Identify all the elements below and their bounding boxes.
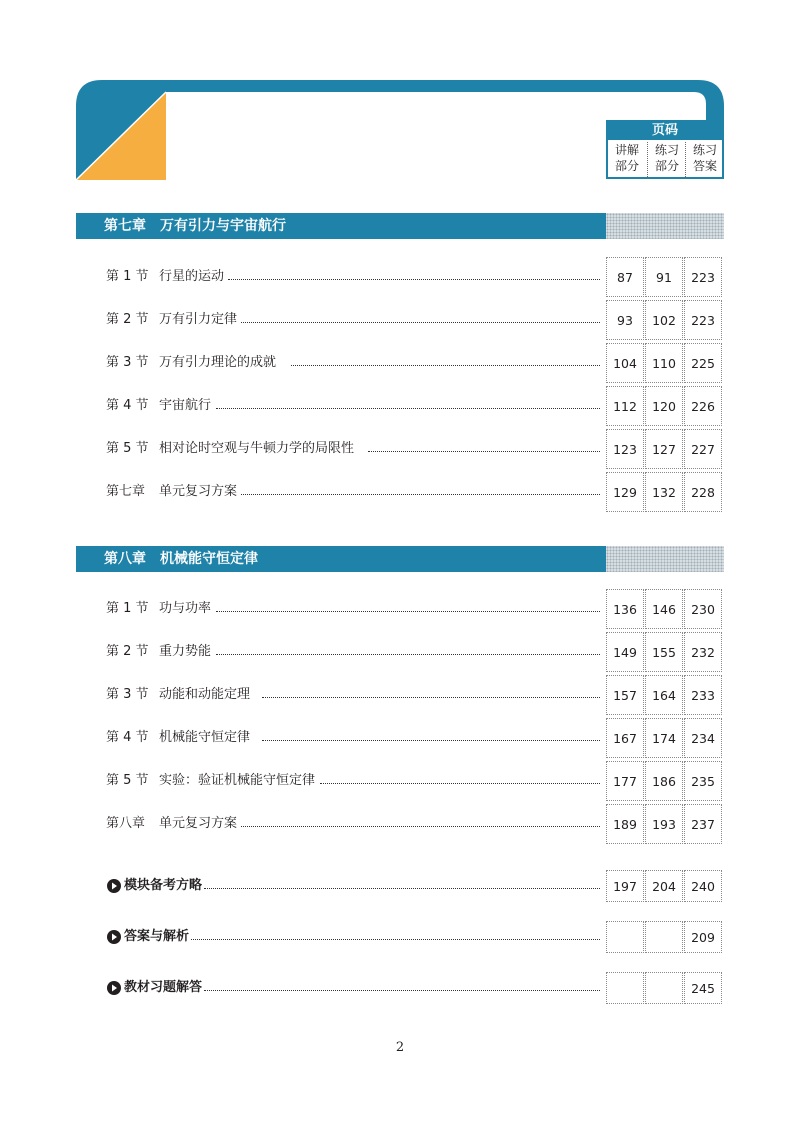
dot-leader (204, 990, 600, 991)
chapter-title: 第八章 机械能守恒定律 (104, 551, 258, 567)
dot-leader (191, 939, 600, 940)
page-code-title: 页码 (608, 122, 722, 140)
section-title[interactable]: 行星的运动 (159, 269, 225, 284)
section-title[interactable]: 机械能守恒定律 (159, 730, 251, 745)
page-answers: 228 (684, 472, 722, 512)
section-number: 第八章 (106, 816, 146, 831)
page-practice: 204 (645, 870, 683, 902)
dot-leader (216, 654, 600, 655)
page-lecture (606, 972, 644, 1004)
section-number: 第 5 节 (106, 773, 149, 788)
page-practice: 110 (645, 343, 683, 383)
section-title[interactable]: 相对论时空观与牛顿力学的局限性 (159, 441, 355, 456)
section-number: 第 4 节 (106, 730, 149, 745)
toc-row[interactable] (0, 429, 800, 469)
toc-row[interactable] (0, 675, 800, 715)
section-title[interactable]: 单元复习方案 (159, 816, 238, 831)
page-practice: 174 (645, 718, 683, 758)
page-lecture: 104 (606, 343, 644, 383)
chapter-header (76, 213, 724, 239)
page-lecture: 93 (606, 300, 644, 340)
page-answers: 226 (684, 386, 722, 426)
page-answers: 240 (684, 870, 722, 902)
toc-row-extra[interactable] (0, 870, 800, 902)
page-answers: 227 (684, 429, 722, 469)
page-answers: 232 (684, 632, 722, 672)
page-lecture: 136 (606, 589, 644, 629)
section-number: 第 4 节 (106, 398, 149, 413)
page-practice: 102 (645, 300, 683, 340)
page-answers: 245 (684, 972, 722, 1004)
toc-row[interactable] (0, 761, 800, 801)
chapter-title: 第七章 万有引力与宇宙航行 (104, 218, 286, 234)
section-number: 第 3 节 (106, 687, 149, 702)
column-lecture: 讲解 部分 (614, 143, 639, 173)
dot-leader (228, 279, 600, 280)
section-title[interactable]: 重力势能 (159, 644, 212, 659)
page-number: 2 (395, 1040, 405, 1055)
page-practice: 120 (645, 386, 683, 426)
page-answers: 230 (684, 589, 722, 629)
toc-row[interactable] (0, 589, 800, 629)
toc-row[interactable] (0, 257, 800, 297)
section-number: 第 1 节 (106, 601, 149, 616)
chapter-bar-pattern (606, 546, 724, 572)
page-lecture: 87 (606, 257, 644, 297)
page-answers: 233 (684, 675, 722, 715)
toc-row-extra[interactable] (0, 972, 800, 1004)
dot-leader (320, 783, 600, 784)
page-lecture: 149 (606, 632, 644, 672)
page-answers: 235 (684, 761, 722, 801)
extra-title[interactable]: 模块备考方略 (124, 878, 203, 893)
section-title[interactable]: 功与功率 (159, 601, 212, 616)
page-answers: 225 (684, 343, 722, 383)
page-lecture: 197 (606, 870, 644, 902)
section-number: 第 5 节 (106, 441, 149, 456)
page-practice: 146 (645, 589, 683, 629)
page-lecture: 189 (606, 804, 644, 844)
column-practice: 练习 部分 (647, 142, 686, 179)
page-practice (645, 972, 683, 1004)
page-lecture: 167 (606, 718, 644, 758)
arrow-bullet-icon (107, 981, 121, 995)
dot-leader (216, 408, 600, 409)
toc-row[interactable] (0, 632, 800, 672)
section-number: 第 2 节 (106, 644, 149, 659)
toc-row[interactable] (0, 718, 800, 758)
page-lecture: 123 (606, 429, 644, 469)
chapter-header (76, 546, 724, 572)
section-number: 第 1 节 (106, 269, 149, 284)
extra-title[interactable]: 答案与解析 (124, 929, 190, 944)
page-answers: 223 (684, 300, 722, 340)
section-title[interactable]: 万有引力定律 (159, 312, 238, 327)
page-practice: 155 (645, 632, 683, 672)
dot-leader (216, 611, 600, 612)
column-answers: 练习 答案 (685, 142, 724, 179)
toc-row[interactable] (0, 472, 800, 512)
dot-leader (262, 697, 600, 698)
page-practice: 91 (645, 257, 683, 297)
section-number: 第 2 节 (106, 312, 149, 327)
toc-row-extra[interactable] (0, 921, 800, 953)
dot-leader (204, 888, 600, 889)
section-number: 第七章 (106, 484, 146, 499)
toc-row[interactable] (0, 804, 800, 844)
section-number: 第 3 节 (106, 355, 149, 370)
dot-leader (291, 365, 600, 366)
section-title[interactable]: 单元复习方案 (159, 484, 238, 499)
page-answers: 237 (684, 804, 722, 844)
section-title[interactable]: 宇宙航行 (159, 398, 212, 413)
page-answers: 223 (684, 257, 722, 297)
dot-leader (241, 494, 600, 495)
section-title[interactable]: 实验：验证机械能守恒定律 (159, 773, 316, 788)
toc-row[interactable] (0, 343, 800, 383)
arrow-bullet-icon (107, 930, 121, 944)
page-practice: 132 (645, 472, 683, 512)
dot-leader (262, 740, 600, 741)
page-answers: 234 (684, 718, 722, 758)
page-lecture (606, 921, 644, 953)
dot-leader (241, 322, 600, 323)
page-practice: 193 (645, 804, 683, 844)
dot-leader (241, 826, 600, 827)
page-lecture: 112 (606, 386, 644, 426)
page-answers: 209 (684, 921, 722, 953)
page-practice: 164 (645, 675, 683, 715)
chapter-bar-pattern (606, 213, 724, 239)
toc-row[interactable] (0, 300, 800, 340)
page-practice (645, 921, 683, 953)
page-code-legend (606, 120, 724, 179)
section-title[interactable]: 动能和动能定理 (159, 687, 251, 702)
page-lecture: 157 (606, 675, 644, 715)
dot-leader (368, 451, 600, 452)
page-lecture: 129 (606, 472, 644, 512)
page-practice: 127 (645, 429, 683, 469)
toc-row[interactable] (0, 386, 800, 426)
arrow-bullet-icon (107, 879, 121, 893)
page-practice: 186 (645, 761, 683, 801)
extra-title[interactable]: 教材习题解答 (124, 980, 203, 995)
page-lecture: 177 (606, 761, 644, 801)
section-title[interactable]: 万有引力理论的成就 (159, 355, 277, 370)
